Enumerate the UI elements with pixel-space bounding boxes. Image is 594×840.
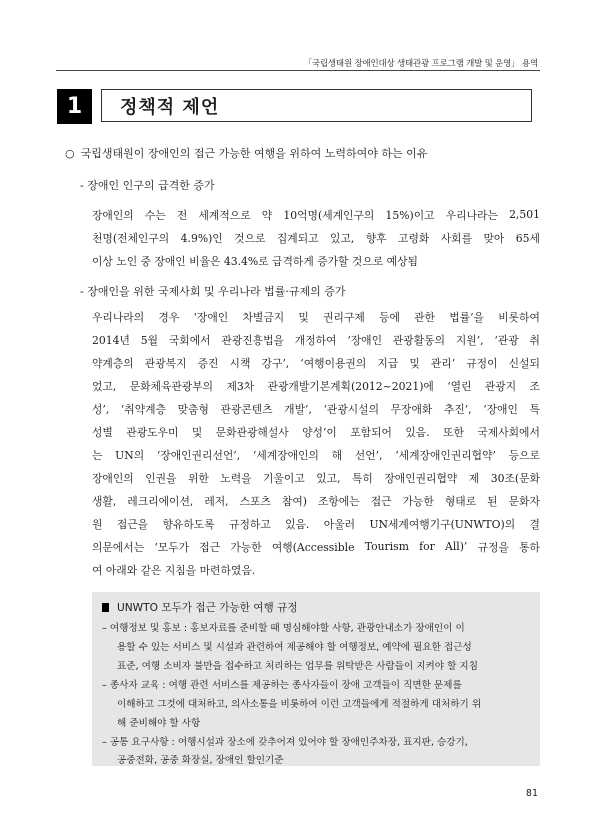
para2-line-6: 성별 관광도우미 및 문화관광해설사 양성’이 포함되어 있음. 또한 국제사회에서 <box>92 426 540 439</box>
box-line-2: 용할 수 있는 서비스 및 시설과 관련하여 제공해야 할 여행정보, 예약에 필요한 접근성 <box>117 642 472 653</box>
box-line-1: – 여행정보 및 홍보 : 홍보자료를 준비할 때 명심해야할 사항, 관광안내소가 장애인이 이 <box>102 623 465 634</box>
chapter-number-badge: 1 <box>57 89 92 124</box>
chapter-title: 정책적 제언 <box>101 89 532 122</box>
para1-line-1: 장애인의 수는 전 세계적으로 약 10억명(세계인구의 15%)이고 우리나라는 2,501 <box>92 208 540 222</box>
box-line-8: 공중전화, 공중 화장실, 장애인 할인기준 <box>117 755 284 766</box>
square-bullet-icon <box>102 603 109 612</box>
para2-line-12: 여 아래와 같은 지침을 마련하였음. <box>92 564 256 577</box>
para2-line-8: 장애인의 인권을 위한 노력을 기울이고 있고, 특히 장애인권리협약 제 30조(문화 <box>92 472 540 485</box>
box-line-6: 해 준비해야 할 사항 <box>117 718 201 729</box>
box-line-3: 표준, 여행 소비자 불만을 접수하고 처리하는 업무를 위탁받은 사람들이 지켜야 할 지침 <box>117 661 478 672</box>
para2-line-7: 는 UN의 ‘장애인권리선언’, ‘세계장애인의 해 선언’, ‘세계장애인권리협약’ 등으로 <box>92 449 540 462</box>
box-title <box>102 600 298 615</box>
para2-line-9: 생활, 레크리에이션, 레저, 스포츠 참여) 조항에는 접근 가능한 형태로 된 문화자 <box>92 495 540 508</box>
main-bullet <box>65 145 427 161</box>
para2-line-3: 약계층의 관광복지 증진 시책 강구’, ‘여행이용권의 지급 및 관리’ 규정이 신설되 <box>92 357 540 370</box>
circle-bullet-icon: ○ <box>65 147 75 160</box>
para1-line-2: 천명(전체인구의 4.9%)인 것으로 집계되고 있고, 향후 고령화 사회를 맞아 65세 <box>92 232 540 245</box>
box-line-5: 이해하고 그것에 대처하고, 의사소통을 비롯하여 이런 고객들에게 적절하게 대처하기 위 <box>117 699 482 710</box>
para2-line-1: 우리나라의 경우 ‘장애인 차별금지 및 권리구제 등에 관한 법률’을 비롯하여 <box>92 311 540 324</box>
section-heading-2: - 장애인을 위한 국제사회 및 우리나라 법률·규제의 증가 <box>80 285 346 298</box>
box-title-text: UNWTO 모두가 접근 가능한 여행 규정 <box>117 602 298 614</box>
box-line-7: – 공통 요구사항 : 여행시설과 장소에 갖추어져 있어야 할 장애인주차장, 표지판, 승강기, <box>102 737 468 748</box>
unwto-guideline-box <box>92 592 540 766</box>
para2-line-2: 2014년 5월 국회에서 관광진흥법을 개정하여 ‘장애인 관광활동의 지원’, ‘관광 취 <box>92 334 540 347</box>
page-number: 81 <box>525 788 538 799</box>
para2-line-10: 원 접근을 향유하도록 규정하고 있음. 아울러 UN세계여행기구(UNWTO)의 결 <box>92 518 540 531</box>
para2-line-4: 었고, 문화체육관광부의 제3차 관광개발기본계획(2012~2021)에 ‘열린 관광지 조 <box>92 380 540 393</box>
section-heading-1: - 장애인 인구의 급격한 증가 <box>80 179 215 192</box>
running-header: 「국립생태원 장애인대상 생태관광 프로그램 개발 및 운영」 용역 <box>303 59 538 69</box>
para2-line-11: 의문에서는 ‘모두가 접근 가능한 여행(Accessible Tourism for All)’ 규정을 통하 <box>92 540 540 554</box>
header-divider <box>56 70 540 71</box>
main-bullet-text: 국립생태원이 장애인의 접근 가능한 여행을 위하여 노력하여야 하는 이유 <box>80 147 428 160</box>
para1-line-3: 이상 노인 중 장애인 비율은 43.4%로 급격하게 증가할 것으로 예상됨 <box>92 255 418 268</box>
para2-line-5: 성’, ‘취약계층 맞춤형 관광콘텐츠 개발’, ‘관광시설의 무장애화 추진’, ‘장애인 특 <box>92 403 540 416</box>
box-line-4: – 종사자 교육 : 여행 관련 서비스를 제공하는 종사자들이 장애 고객들이 직면한 문제를 <box>102 680 462 691</box>
